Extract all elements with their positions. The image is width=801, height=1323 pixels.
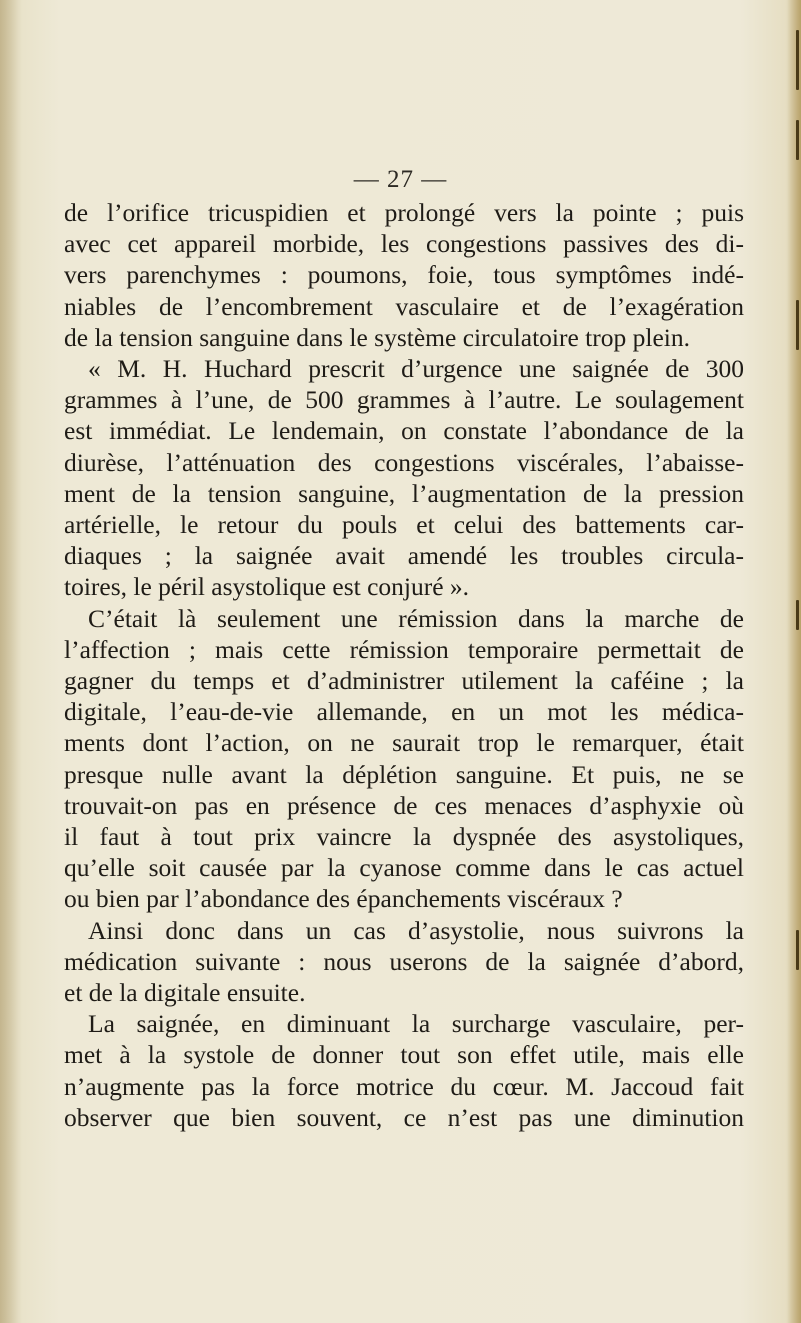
text-line: artérielle, le retour du pouls et celui des battements car-	[64, 510, 744, 540]
text-line: est immédiat. Le lendemain, on constate l’abondance de la	[64, 416, 744, 446]
page-number: — 27 —	[353, 166, 448, 193]
text-line: niables de l’encombrement vasculaire et de l’exagération	[64, 291, 744, 321]
text-line: La saignée, en diminuant la surcharge vasculaire, per-	[88, 1009, 744, 1039]
text-line: digitale, l’eau-de-vie allemande, en un mot les médica-	[64, 697, 744, 727]
text-line: et de la digitale ensuite.	[64, 978, 306, 1008]
binding-mark	[796, 600, 799, 630]
binding-mark	[796, 30, 799, 90]
text-line: médication suivante : nous userons de la saignée d’abord,	[64, 946, 744, 976]
text-line: diurèse, l’atténuation des congestions viscérales, l’abaisse-	[64, 447, 744, 477]
text-line: ou bien par l’abondance des épanchements viscéraux ?	[64, 884, 623, 914]
text-line: C’était là seulement une rémission dans la marche de	[88, 603, 744, 633]
binding-mark	[796, 930, 799, 970]
text-line: met à la systole de donner tout son effet utile, mais elle	[64, 1040, 744, 1070]
text-line: de la tension sanguine dans le système circulatoire trop plein.	[64, 322, 690, 352]
text-line: toires, le péril asystolique est conjuré ».	[64, 572, 470, 602]
text-line: trouvait-on pas en présence de ces menaces d’asphyxie où	[64, 790, 744, 820]
text-line: ments dont l’action, on ne saurait trop le remarquer, était	[64, 728, 744, 758]
text-line: qu’elle soit causée par la cyanose comme dans le cas actuel	[64, 853, 744, 883]
text-line: « M. H. Huchard prescrit d’urgence une saignée de 300	[88, 354, 744, 384]
text-line: gagner du temps et d’administrer utilement la caféine ; la	[64, 666, 744, 696]
text-line: Ainsi donc dans un cas d’asystolie, nous suivrons la	[88, 915, 744, 945]
text-line: diaques ; la saignée avait amendé les troubles circula-	[64, 541, 744, 571]
text-line: l’affection ; mais cette rémission temporaire permettait de	[64, 634, 744, 664]
text-line: ment de la tension sanguine, l’augmentation de la pression	[64, 478, 744, 508]
text-line: avec cet appareil morbide, les congestions passives des di-	[64, 229, 744, 259]
page-right-edge	[787, 0, 801, 1323]
text-line: de l’orifice tricuspidien et prolongé vers la pointe ; puis	[64, 198, 744, 227]
binding-mark	[796, 120, 799, 160]
text-line: vers parenchymes : poumons, foie, tous symptômes indé-	[64, 260, 744, 290]
text-line: grammes à l’une, de 500 grammes à l’autre. Le soulagement	[64, 385, 744, 415]
text-line: presque nulle avant la déplétion sanguine. Et puis, ne se	[64, 759, 744, 789]
body-text	[64, 197, 744, 1133]
page-left-shadow	[0, 0, 22, 1323]
text-line: il faut à tout prix vaincre la dyspnée des asystoliques,	[64, 822, 744, 852]
text-line: observer que bien souvent, ce n’est pas une diminution	[64, 1102, 744, 1132]
binding-mark	[796, 300, 799, 350]
text-line: n’augmente pas la force motrice du cœur. M. Jaccoud fait	[64, 1071, 744, 1101]
